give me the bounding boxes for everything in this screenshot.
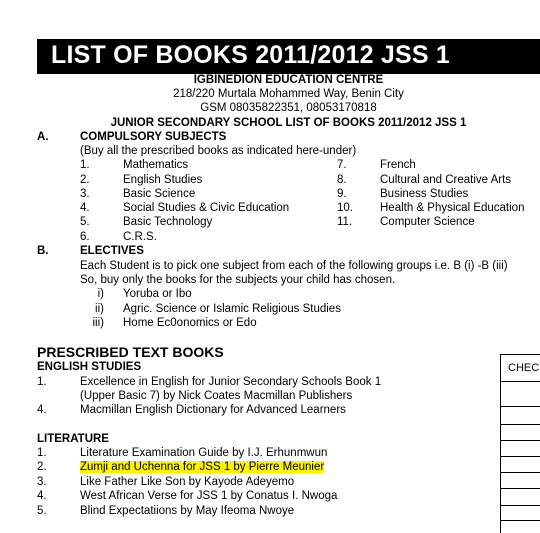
subject-name: English Studies [123, 174, 203, 186]
book-title: Like Father Like Son by Kayode Adeyemo [80, 476, 295, 488]
subject-name: C.R.S. [123, 231, 157, 243]
book-num: 3. [37, 476, 47, 488]
check-column-header: CHEC [508, 362, 540, 374]
book-title: Literature Examination Guide by I.J. Erhunmwun [80, 447, 328, 459]
check-row-line [500, 381, 540, 382]
subject-name: Health & Physical Education [380, 202, 525, 214]
subject-num: 10. [337, 202, 353, 214]
school-address: 218/220 Murtala Mohammed Way, Benin City [173, 88, 404, 100]
list-title: JUNIOR SECONDARY SCHOOL LIST OF BOOKS 2011/2012 JSS 1 [110, 117, 467, 129]
section-a-note: (Buy all the prescribed books as indicated here-under) [80, 145, 357, 157]
check-row-line [500, 456, 540, 457]
check-row-line [500, 472, 540, 473]
elective-name: Home Ec0onomics or Edo [123, 317, 257, 329]
subject-name: Basic Technology [123, 216, 213, 228]
section-a-heading: COMPULSORY SUBJECTS [80, 131, 227, 143]
subject-name: Computer Science [380, 216, 475, 228]
book-title: Macmillan English Dictionary for Advanced Learners [80, 404, 346, 416]
section-b-heading: ELECTIVES [80, 245, 144, 257]
book-title-highlighted: Zumji and Uchenna for JSS 1 by Pierre Meunier [80, 461, 325, 473]
school-name: IGBINEDION EDUCATION CENTRE [193, 74, 384, 86]
book-num: 4. [37, 490, 47, 502]
elective-num: ii) [95, 303, 104, 315]
book-title-cont: (Upper Basic 7) by Nick Coates Macmillan Publishers [80, 390, 353, 402]
subject-name: Cultural and Creative Arts [380, 174, 512, 186]
section-a-letter: A. [37, 131, 49, 143]
subject-num: 8. [337, 174, 347, 186]
elective-num: i) [97, 288, 104, 300]
book-num: 2. [37, 461, 47, 473]
check-row-line [500, 424, 540, 425]
check-row-line [500, 406, 540, 407]
book-num: 1. [37, 447, 47, 459]
check-row-line [500, 505, 540, 506]
book-num: 1. [37, 376, 47, 388]
subject-num: 3. [80, 188, 90, 200]
book-title: Excellence in English for Junior Secondary Schools Book 1 [80, 376, 382, 388]
subject-name: Mathematics [123, 159, 189, 171]
elective-num: iii) [92, 317, 104, 329]
check-row-line [500, 488, 540, 489]
section-b-note: So, buy only the books for the subjects your child has chosen. [80, 274, 396, 286]
subject-name: French [380, 159, 416, 171]
subject-num: 5. [80, 216, 90, 228]
banner-title: LIST OF BOOKS 2011/2012 JSS 1 [51, 41, 451, 69]
school-phone: GSM 08035822351, 08053170818 [200, 102, 377, 114]
subject-num: 2. [80, 174, 90, 186]
check-row-line [500, 520, 540, 521]
elective-name: Yoruba or Ibo [123, 288, 192, 300]
subject-num: 1. [80, 159, 90, 171]
subject-num: 7. [337, 159, 347, 171]
elective-name: Agric. Science or Islamic Religious Studies [123, 303, 341, 315]
section-b-letter: B. [37, 245, 49, 257]
book-title: West African Verse for JSS 1 by Conatus I. Nwoga [80, 490, 338, 502]
check-row-line [500, 440, 540, 441]
subject-num: 4. [80, 202, 90, 214]
subject-num: 11. [337, 216, 353, 228]
book-title: Blind Expectatiions by May Ifeoma Nwoye [80, 505, 295, 517]
subject-name: Business Studies [380, 188, 469, 200]
book-num: 4. [37, 404, 47, 416]
title-banner [37, 39, 540, 74]
prescribed-heading: PRESCRIBED TEXT BOOKS [37, 344, 224, 360]
subject-name: Social Studies & Civic Education [123, 202, 290, 214]
book-num: 5. [37, 505, 47, 517]
subject-num: 9. [337, 188, 347, 200]
check-row-line [500, 354, 540, 355]
section-b-note: Each Student is to pick one subject from each of the following groups i.e. B (i) -B (iii) [80, 260, 508, 272]
english-heading: ENGLISH STUDIES [37, 361, 142, 373]
literature-heading: LITERATURE [37, 433, 109, 445]
subject-num: 6. [80, 231, 90, 243]
subject-name: Basic Science [123, 188, 196, 200]
